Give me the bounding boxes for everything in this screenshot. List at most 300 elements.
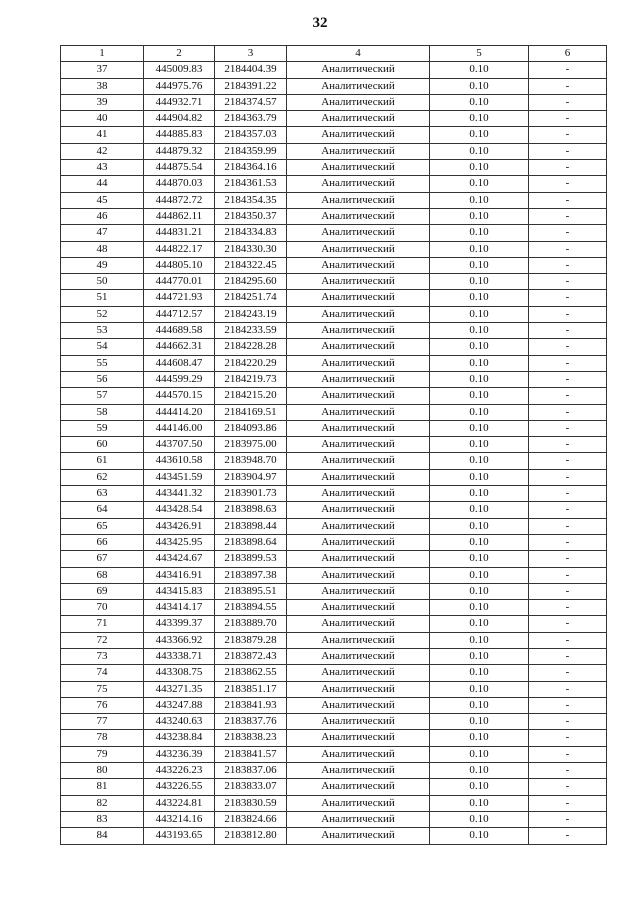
y-coordinate-cell: 2183837.76 <box>215 714 287 730</box>
note-cell: - <box>529 94 607 110</box>
note-cell: - <box>529 534 607 550</box>
x-coordinate-cell: 444414.20 <box>144 404 215 420</box>
note-cell: - <box>529 241 607 257</box>
accuracy-cell: 0.10 <box>430 665 529 681</box>
point-number-cell: 72 <box>61 632 144 648</box>
y-coordinate-cell: 2184322.45 <box>215 257 287 273</box>
point-number-cell: 69 <box>61 583 144 599</box>
x-coordinate-cell: 444870.03 <box>144 176 215 192</box>
table-header <box>61 46 607 62</box>
method-cell: Аналитический <box>287 632 430 648</box>
x-coordinate-cell: 443247.88 <box>144 697 215 713</box>
note-cell: - <box>529 567 607 583</box>
accuracy-cell: 0.10 <box>430 306 529 322</box>
method-cell: Аналитический <box>287 730 430 746</box>
accuracy-cell: 0.10 <box>430 355 529 371</box>
note-cell: - <box>529 697 607 713</box>
note-cell: - <box>529 355 607 371</box>
method-cell: Аналитический <box>287 420 430 436</box>
point-number-cell: 63 <box>61 486 144 502</box>
note-cell: - <box>529 225 607 241</box>
table-row <box>61 257 607 273</box>
method-cell: Аналитический <box>287 518 430 534</box>
point-number-cell: 65 <box>61 518 144 534</box>
column-header-3: 3 <box>215 46 287 62</box>
x-coordinate-cell: 443426.91 <box>144 518 215 534</box>
point-number-cell: 62 <box>61 469 144 485</box>
x-coordinate-cell: 443451.59 <box>144 469 215 485</box>
point-number-cell: 83 <box>61 811 144 827</box>
column-header-6: 6 <box>529 46 607 62</box>
accuracy-cell: 0.10 <box>430 241 529 257</box>
note-cell: - <box>529 616 607 632</box>
x-coordinate-cell: 443238.84 <box>144 730 215 746</box>
note-cell: - <box>529 323 607 339</box>
note-cell: - <box>529 339 607 355</box>
method-cell: Аналитический <box>287 469 430 485</box>
table-row <box>61 404 607 420</box>
point-number-cell: 47 <box>61 225 144 241</box>
table-row <box>61 518 607 534</box>
y-coordinate-cell: 2183898.63 <box>215 502 287 518</box>
y-coordinate-cell: 2184404.39 <box>215 62 287 78</box>
method-cell: Аналитический <box>287 323 430 339</box>
x-coordinate-cell: 443441.32 <box>144 486 215 502</box>
x-coordinate-cell: 443424.67 <box>144 551 215 567</box>
x-coordinate-cell: 444975.76 <box>144 78 215 94</box>
y-coordinate-cell: 2183841.93 <box>215 697 287 713</box>
y-coordinate-cell: 2184364.16 <box>215 160 287 176</box>
point-number-cell: 58 <box>61 404 144 420</box>
y-coordinate-cell: 2184391.22 <box>215 78 287 94</box>
y-coordinate-cell: 2184215.20 <box>215 388 287 404</box>
table-row <box>61 811 607 827</box>
table-row <box>61 779 607 795</box>
point-number-cell: 76 <box>61 697 144 713</box>
y-coordinate-cell: 2183841.57 <box>215 746 287 762</box>
y-coordinate-cell: 2184374.57 <box>215 94 287 110</box>
method-cell: Аналитический <box>287 78 430 94</box>
y-coordinate-cell: 2184243.19 <box>215 306 287 322</box>
accuracy-cell: 0.10 <box>430 143 529 159</box>
accuracy-cell: 0.10 <box>430 697 529 713</box>
method-cell: Аналитический <box>287 567 430 583</box>
method-cell: Аналитический <box>287 828 430 844</box>
note-cell: - <box>529 127 607 143</box>
accuracy-cell: 0.10 <box>430 78 529 94</box>
y-coordinate-cell: 2183898.44 <box>215 518 287 534</box>
y-coordinate-cell: 2184295.60 <box>215 274 287 290</box>
method-cell: Аналитический <box>287 355 430 371</box>
table-row <box>61 339 607 355</box>
x-coordinate-cell: 445009.83 <box>144 62 215 78</box>
method-cell: Аналитический <box>287 339 430 355</box>
table-row <box>61 681 607 697</box>
note-cell: - <box>529 176 607 192</box>
point-number-cell: 60 <box>61 437 144 453</box>
x-coordinate-cell: 443236.39 <box>144 746 215 762</box>
method-cell: Аналитический <box>287 176 430 192</box>
note-cell: - <box>529 828 607 844</box>
y-coordinate-cell: 2184354.35 <box>215 192 287 208</box>
method-cell: Аналитический <box>287 225 430 241</box>
table-row <box>61 111 607 127</box>
accuracy-cell: 0.10 <box>430 192 529 208</box>
x-coordinate-cell: 444689.58 <box>144 323 215 339</box>
x-coordinate-cell: 444608.47 <box>144 355 215 371</box>
point-number-cell: 41 <box>61 127 144 143</box>
method-cell: Аналитический <box>287 502 430 518</box>
accuracy-cell: 0.10 <box>430 208 529 224</box>
note-cell: - <box>529 78 607 94</box>
x-coordinate-cell: 444932.71 <box>144 94 215 110</box>
accuracy-cell: 0.10 <box>430 746 529 762</box>
table-row <box>61 551 607 567</box>
table-row <box>61 208 607 224</box>
accuracy-cell: 0.10 <box>430 437 529 453</box>
y-coordinate-cell: 2184334.83 <box>215 225 287 241</box>
x-coordinate-cell: 444721.93 <box>144 290 215 306</box>
column-header-1: 1 <box>61 46 144 62</box>
note-cell: - <box>529 730 607 746</box>
table-row <box>61 306 607 322</box>
table-row <box>61 437 607 453</box>
x-coordinate-cell: 444862.11 <box>144 208 215 224</box>
accuracy-cell: 0.10 <box>430 257 529 273</box>
point-number-cell: 81 <box>61 779 144 795</box>
x-coordinate-cell: 444885.83 <box>144 127 215 143</box>
y-coordinate-cell: 2183897.38 <box>215 567 287 583</box>
point-number-cell: 44 <box>61 176 144 192</box>
method-cell: Аналитический <box>287 534 430 550</box>
point-number-cell: 53 <box>61 323 144 339</box>
note-cell: - <box>529 518 607 534</box>
method-cell: Аналитический <box>287 551 430 567</box>
x-coordinate-cell: 443308.75 <box>144 665 215 681</box>
x-coordinate-cell: 444822.17 <box>144 241 215 257</box>
accuracy-cell: 0.10 <box>430 371 529 387</box>
table-row <box>61 453 607 469</box>
accuracy-cell: 0.10 <box>430 274 529 290</box>
point-number-cell: 73 <box>61 648 144 664</box>
y-coordinate-cell: 2183812.80 <box>215 828 287 844</box>
point-number-cell: 78 <box>61 730 144 746</box>
accuracy-cell: 0.10 <box>430 127 529 143</box>
table-row <box>61 225 607 241</box>
table-row <box>61 323 607 339</box>
method-cell: Аналитический <box>287 486 430 502</box>
y-coordinate-cell: 2183901.73 <box>215 486 287 502</box>
column-header-2: 2 <box>144 46 215 62</box>
method-cell: Аналитический <box>287 746 430 762</box>
note-cell: - <box>529 632 607 648</box>
method-cell: Аналитический <box>287 192 430 208</box>
method-cell: Аналитический <box>287 763 430 779</box>
accuracy-cell: 0.10 <box>430 730 529 746</box>
x-coordinate-cell: 443414.17 <box>144 600 215 616</box>
accuracy-cell: 0.10 <box>430 714 529 730</box>
point-number-cell: 70 <box>61 600 144 616</box>
accuracy-cell: 0.10 <box>430 632 529 648</box>
accuracy-cell: 0.10 <box>430 486 529 502</box>
table-row <box>61 697 607 713</box>
point-number-cell: 57 <box>61 388 144 404</box>
point-number-cell: 46 <box>61 208 144 224</box>
y-coordinate-cell: 2184359.99 <box>215 143 287 159</box>
point-number-cell: 68 <box>61 567 144 583</box>
note-cell: - <box>529 143 607 159</box>
method-cell: Аналитический <box>287 404 430 420</box>
note-cell: - <box>529 257 607 273</box>
note-cell: - <box>529 290 607 306</box>
y-coordinate-cell: 2184350.37 <box>215 208 287 224</box>
note-cell: - <box>529 779 607 795</box>
table-row <box>61 127 607 143</box>
accuracy-cell: 0.10 <box>430 160 529 176</box>
note-cell: - <box>529 62 607 78</box>
point-number-cell: 42 <box>61 143 144 159</box>
x-coordinate-cell: 444570.15 <box>144 388 215 404</box>
method-cell: Аналитический <box>287 274 430 290</box>
x-coordinate-cell: 443610.58 <box>144 453 215 469</box>
accuracy-cell: 0.10 <box>430 763 529 779</box>
table-row <box>61 616 607 632</box>
accuracy-cell: 0.10 <box>430 62 529 78</box>
point-number-cell: 82 <box>61 795 144 811</box>
point-number-cell: 52 <box>61 306 144 322</box>
y-coordinate-cell: 2184361.53 <box>215 176 287 192</box>
note-cell: - <box>529 160 607 176</box>
table-body <box>61 62 607 844</box>
x-coordinate-cell: 444146.00 <box>144 420 215 436</box>
method-cell: Аналитический <box>287 681 430 697</box>
y-coordinate-cell: 2184251.74 <box>215 290 287 306</box>
y-coordinate-cell: 2183833.07 <box>215 779 287 795</box>
accuracy-cell: 0.10 <box>430 583 529 599</box>
note-cell: - <box>529 665 607 681</box>
point-number-cell: 67 <box>61 551 144 567</box>
point-number-cell: 50 <box>61 274 144 290</box>
method-cell: Аналитический <box>287 257 430 273</box>
note-cell: - <box>529 208 607 224</box>
note-cell: - <box>529 274 607 290</box>
y-coordinate-cell: 2184363.79 <box>215 111 287 127</box>
table-row <box>61 371 607 387</box>
method-cell: Аналитический <box>287 94 430 110</box>
accuracy-cell: 0.10 <box>430 111 529 127</box>
note-cell: - <box>529 714 607 730</box>
page-number: 32 <box>312 15 328 31</box>
table-row <box>61 176 607 192</box>
note-cell: - <box>529 648 607 664</box>
accuracy-cell: 0.10 <box>430 323 529 339</box>
y-coordinate-cell: 2183830.59 <box>215 795 287 811</box>
table-row <box>61 388 607 404</box>
accuracy-cell: 0.10 <box>430 567 529 583</box>
accuracy-cell: 0.10 <box>430 94 529 110</box>
x-coordinate-cell: 443224.81 <box>144 795 215 811</box>
point-number-cell: 64 <box>61 502 144 518</box>
method-cell: Аналитический <box>287 388 430 404</box>
y-coordinate-cell: 2183895.51 <box>215 583 287 599</box>
x-coordinate-cell: 443271.35 <box>144 681 215 697</box>
x-coordinate-cell: 443428.54 <box>144 502 215 518</box>
accuracy-cell: 0.10 <box>430 420 529 436</box>
y-coordinate-cell: 2184220.29 <box>215 355 287 371</box>
accuracy-cell: 0.10 <box>430 176 529 192</box>
coordinates-table <box>60 45 607 845</box>
x-coordinate-cell: 444831.21 <box>144 225 215 241</box>
note-cell: - <box>529 763 607 779</box>
x-coordinate-cell: 443226.55 <box>144 779 215 795</box>
table-row <box>61 355 607 371</box>
accuracy-cell: 0.10 <box>430 534 529 550</box>
x-coordinate-cell: 443707.50 <box>144 437 215 453</box>
method-cell: Аналитический <box>287 616 430 632</box>
y-coordinate-cell: 2183975.00 <box>215 437 287 453</box>
point-number-cell: 43 <box>61 160 144 176</box>
point-number-cell: 79 <box>61 746 144 762</box>
y-coordinate-cell: 2184357.03 <box>215 127 287 143</box>
note-cell: - <box>529 502 607 518</box>
method-cell: Аналитический <box>287 62 430 78</box>
x-coordinate-cell: 444904.82 <box>144 111 215 127</box>
table-row <box>61 795 607 811</box>
accuracy-cell: 0.10 <box>430 779 529 795</box>
x-coordinate-cell: 443226.23 <box>144 763 215 779</box>
table-row <box>61 763 607 779</box>
method-cell: Аналитический <box>287 241 430 257</box>
method-cell: Аналитический <box>287 437 430 453</box>
column-header-4: 4 <box>287 46 430 62</box>
y-coordinate-cell: 2183879.28 <box>215 632 287 648</box>
method-cell: Аналитический <box>287 290 430 306</box>
y-coordinate-cell: 2183862.55 <box>215 665 287 681</box>
point-number-cell: 59 <box>61 420 144 436</box>
note-cell: - <box>529 551 607 567</box>
method-cell: Аналитический <box>287 648 430 664</box>
y-coordinate-cell: 2183872.43 <box>215 648 287 664</box>
x-coordinate-cell: 444879.32 <box>144 143 215 159</box>
method-cell: Аналитический <box>287 160 430 176</box>
accuracy-cell: 0.10 <box>430 469 529 485</box>
table-row <box>61 632 607 648</box>
method-cell: Аналитический <box>287 453 430 469</box>
note-cell: - <box>529 437 607 453</box>
point-number-cell: 54 <box>61 339 144 355</box>
x-coordinate-cell: 444805.10 <box>144 257 215 273</box>
note-cell: - <box>529 600 607 616</box>
y-coordinate-cell: 2183894.55 <box>215 600 287 616</box>
table-row <box>61 600 607 616</box>
point-number-cell: 71 <box>61 616 144 632</box>
point-number-cell: 75 <box>61 681 144 697</box>
x-coordinate-cell: 444599.29 <box>144 371 215 387</box>
point-number-cell: 45 <box>61 192 144 208</box>
table-row <box>61 665 607 681</box>
method-cell: Аналитический <box>287 143 430 159</box>
point-number-cell: 49 <box>61 257 144 273</box>
point-number-cell: 38 <box>61 78 144 94</box>
table-row <box>61 94 607 110</box>
point-number-cell: 61 <box>61 453 144 469</box>
accuracy-cell: 0.10 <box>430 453 529 469</box>
table-row <box>61 828 607 844</box>
point-number-cell: 84 <box>61 828 144 844</box>
note-cell: - <box>529 453 607 469</box>
x-coordinate-cell: 443338.71 <box>144 648 215 664</box>
table-row <box>61 241 607 257</box>
note-cell: - <box>529 746 607 762</box>
table-row <box>61 192 607 208</box>
point-number-cell: 74 <box>61 665 144 681</box>
accuracy-cell: 0.10 <box>430 811 529 827</box>
table-row <box>61 486 607 502</box>
y-coordinate-cell: 2183851.17 <box>215 681 287 697</box>
table-row <box>61 143 607 159</box>
x-coordinate-cell: 444770.01 <box>144 274 215 290</box>
y-coordinate-cell: 2184228.28 <box>215 339 287 355</box>
note-cell: - <box>529 486 607 502</box>
accuracy-cell: 0.10 <box>430 404 529 420</box>
method-cell: Аналитический <box>287 127 430 143</box>
x-coordinate-cell: 443416.91 <box>144 567 215 583</box>
y-coordinate-cell: 2183948.70 <box>215 453 287 469</box>
note-cell: - <box>529 420 607 436</box>
method-cell: Аналитический <box>287 371 430 387</box>
table-row <box>61 274 607 290</box>
point-number-cell: 56 <box>61 371 144 387</box>
table-row <box>61 502 607 518</box>
y-coordinate-cell: 2184330.30 <box>215 241 287 257</box>
x-coordinate-cell: 443399.37 <box>144 616 215 632</box>
accuracy-cell: 0.10 <box>430 795 529 811</box>
x-coordinate-cell: 444712.57 <box>144 306 215 322</box>
method-cell: Аналитический <box>287 600 430 616</box>
table-row <box>61 567 607 583</box>
note-cell: - <box>529 306 607 322</box>
note-cell: - <box>529 681 607 697</box>
accuracy-cell: 0.10 <box>430 518 529 534</box>
accuracy-cell: 0.10 <box>430 339 529 355</box>
point-number-cell: 66 <box>61 534 144 550</box>
point-number-cell: 40 <box>61 111 144 127</box>
method-cell: Аналитический <box>287 208 430 224</box>
x-coordinate-cell: 443214.16 <box>144 811 215 827</box>
table-row <box>61 714 607 730</box>
accuracy-cell: 0.10 <box>430 225 529 241</box>
table-row <box>61 534 607 550</box>
x-coordinate-cell: 444875.54 <box>144 160 215 176</box>
y-coordinate-cell: 2183899.53 <box>215 551 287 567</box>
table-row <box>61 62 607 78</box>
method-cell: Аналитический <box>287 779 430 795</box>
header-row <box>61 46 607 62</box>
y-coordinate-cell: 2183898.64 <box>215 534 287 550</box>
table-row <box>61 469 607 485</box>
method-cell: Аналитический <box>287 714 430 730</box>
x-coordinate-cell: 444872.72 <box>144 192 215 208</box>
point-number-cell: 77 <box>61 714 144 730</box>
table-row <box>61 583 607 599</box>
accuracy-cell: 0.10 <box>430 681 529 697</box>
accuracy-cell: 0.10 <box>430 551 529 567</box>
table-row <box>61 160 607 176</box>
y-coordinate-cell: 2184169.51 <box>215 404 287 420</box>
x-coordinate-cell: 443366.92 <box>144 632 215 648</box>
x-coordinate-cell: 443240.63 <box>144 714 215 730</box>
column-header-5: 5 <box>430 46 529 62</box>
